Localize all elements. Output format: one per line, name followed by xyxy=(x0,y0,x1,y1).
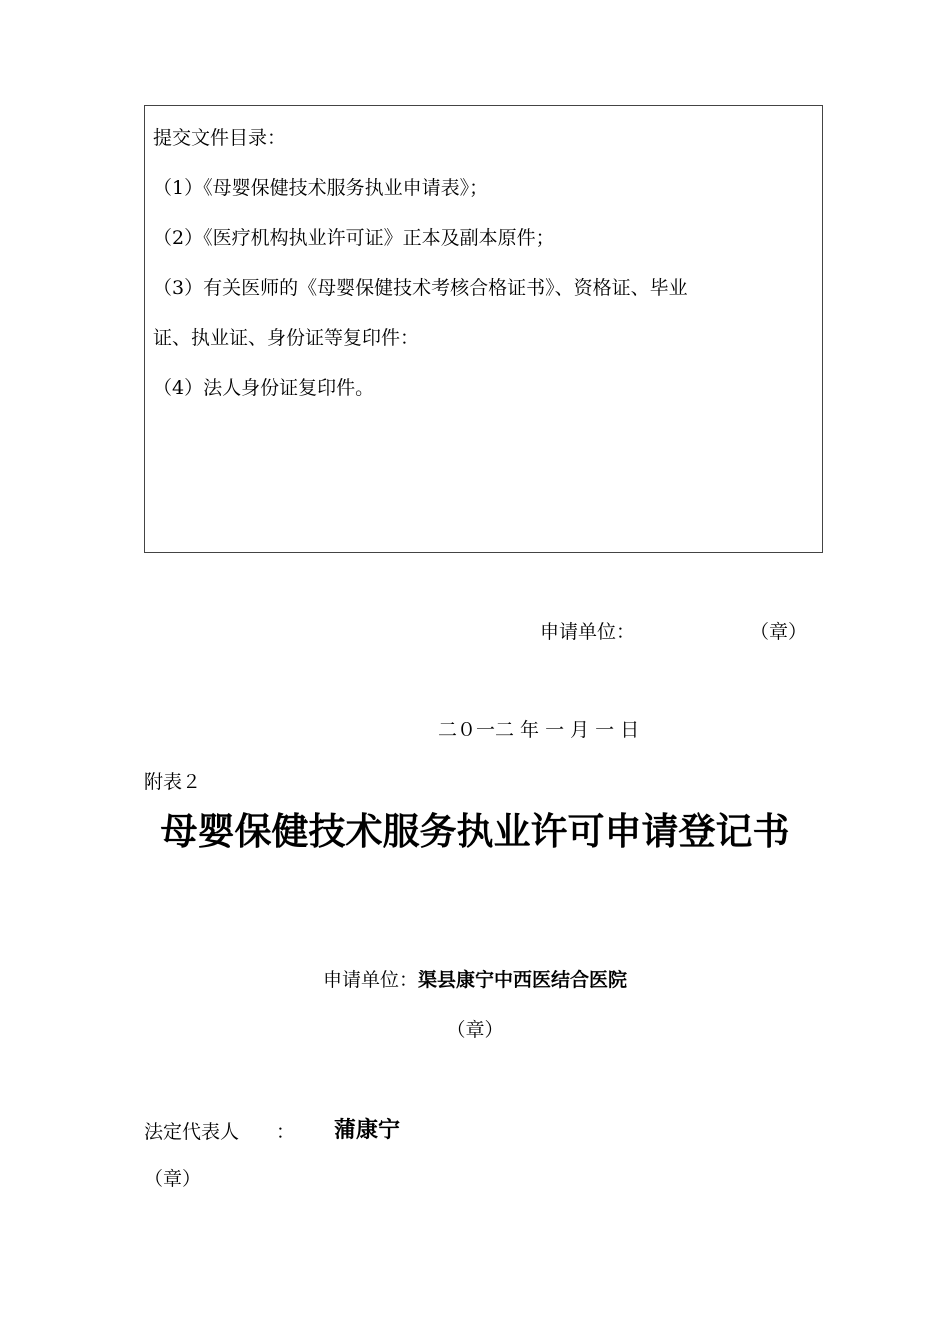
main-title: 母婴保健技术服务执业许可申请登记书 xyxy=(160,810,790,853)
date-text: 二０一二 年 一 月 一 日 xyxy=(438,719,640,741)
file-list-item-4: （4）法人身份证复印件。 xyxy=(153,377,375,399)
applicant-sign-seal: （章） xyxy=(750,621,808,643)
file-list-item-2: （2）《医疗机构执业许可证》正本及副本原件； xyxy=(153,227,555,249)
annex-label: 附表２ xyxy=(144,771,202,793)
applicant-label: 申请单位： xyxy=(322,969,418,991)
file-list-box xyxy=(144,105,823,553)
file-list-item-1: （1）《母婴保健技术服务执业申请表》； xyxy=(153,177,489,199)
file-list-heading: 提交文件目录： xyxy=(153,127,287,149)
file-list-item-3: （3）有关医师的《母婴保健技术考核合格证书》、资格证、毕业 xyxy=(153,277,688,299)
legal-rep-colon: ： xyxy=(276,1121,296,1143)
applicant-name: 渠县康宁中西医结合医院 xyxy=(418,969,628,991)
applicant-line xyxy=(0,968,950,992)
legal-rep-label: 法定代表人 xyxy=(144,1121,240,1143)
applicant-sign-label: 申请单位： xyxy=(540,621,636,643)
legal-rep-name: 蒲康宁 xyxy=(334,1118,401,1143)
file-list-item-3-continued: 证、执业证、身份证等复印件： xyxy=(153,327,420,349)
applicant-seal: （章） xyxy=(446,1019,504,1041)
legal-rep-seal: （章） xyxy=(144,1168,202,1190)
